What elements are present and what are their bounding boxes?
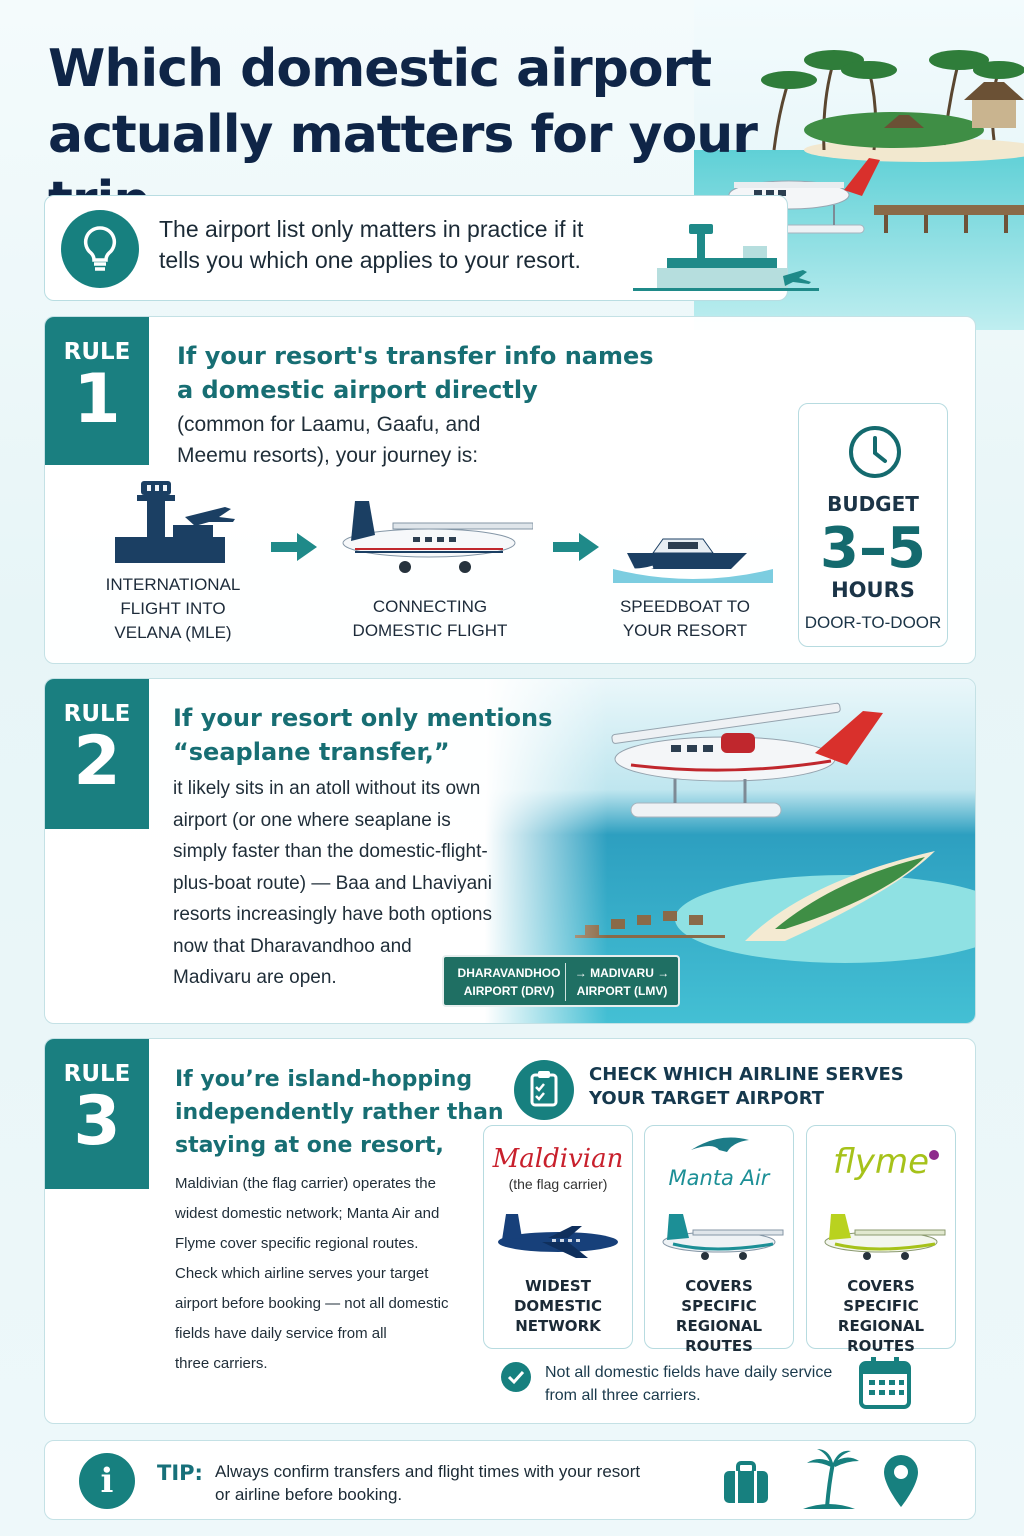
intro-text: The airport list only matters in practice if it tells you which one applies to your resort.: [159, 216, 584, 273]
rule-2-number: 2: [73, 722, 121, 801]
rule-3-heading-line-3: staying at one resort,: [175, 1133, 444, 1158]
airport-road-sign: [442, 955, 680, 1007]
rule-3-body-line: Check which airline serves your target: [175, 1265, 429, 1282]
check-airline-heading: [589, 1063, 904, 1111]
rule-3-number: 3: [73, 1082, 121, 1161]
maldivian-desc-line: WIDEST: [525, 1277, 591, 1295]
palm-island-icon: [797, 1445, 861, 1520]
sign-left: [454, 964, 564, 1000]
rule-2-body-line: Madivaru are open.: [173, 967, 337, 988]
budget-label: BUDGET: [827, 492, 919, 516]
sign-right: [568, 964, 676, 1000]
rule-3-body-line: airport before booking — not all domestic: [175, 1295, 449, 1312]
flyme-desc-line: REGIONAL ROUTES: [837, 1317, 925, 1355]
step-1-line-1: INTERNATIONAL: [105, 575, 241, 594]
rule-1-number: 1: [73, 360, 121, 439]
sign-left-line-2: AIRPORT (DRV): [463, 984, 555, 998]
step-2-line-2: DOMESTIC FLIGHT: [352, 621, 508, 640]
rule-1-badge: [45, 317, 149, 465]
rule-1-card: [44, 316, 976, 664]
rule-1-heading-line-1: If your resort's transfer info names: [177, 342, 654, 370]
airport-terminal-icon: [633, 216, 823, 301]
sign-right-line-1: → MADIVARU →: [574, 966, 670, 980]
sign-divider: [565, 963, 566, 1001]
rule-3-body-line: Maldivian (the flag carrier) operates the: [175, 1175, 436, 1192]
maldivian-logo: Maldivian: [492, 1144, 624, 1174]
tip-text-line-1: Always confirm transfers and flight times with your resort: [215, 1462, 641, 1481]
flyme-desc-line: COVERS: [847, 1277, 915, 1295]
rule-3-heading-line-1: If you’re island-hopping: [175, 1067, 473, 1092]
check-circle-icon: [500, 1361, 532, 1398]
flyme-logo-dot: [929, 1150, 939, 1160]
sign-left-line-1: DHARAVANDHOO: [457, 966, 561, 980]
manta-air-logo: Manta Air: [668, 1166, 770, 1190]
rule-3-badge: [45, 1039, 149, 1189]
manta-desc-line: SPECIFIC: [681, 1297, 757, 1315]
info-icon: i: [79, 1453, 135, 1509]
rule-1-body-line-2: Meemu resorts), your journey is:: [177, 444, 479, 467]
jet-plane-icon: [492, 1208, 626, 1269]
maldivian-desc-line: DOMESTIC: [513, 1297, 602, 1315]
budget-note: DOOR-TO-DOOR: [804, 613, 942, 632]
rule-1-body-line-1: (common for Laamu, Gaafu, and: [177, 413, 481, 436]
airline-card-manta-air: [644, 1125, 794, 1355]
rule-3-label: RULE: [63, 1061, 131, 1087]
rule-1-heading-line-2: a domestic airport directly: [177, 376, 538, 404]
arrow-right-icon: [553, 533, 599, 566]
rule-3-body-line: Flyme cover specific regional routes.: [175, 1235, 419, 1252]
rule-2-heading-line-2: “seaplane transfer,”: [173, 738, 450, 766]
manta-desc-line: COVERS: [685, 1277, 753, 1295]
rule-2-body-line: plus-boat route) — Baa and Lhaviyani: [173, 872, 492, 894]
step-2-line-1: CONNECTING: [372, 597, 488, 616]
flyme-description: [807, 1276, 955, 1356]
map-pin-icon: [881, 1453, 921, 1514]
check-heading-line-1: CHECK WHICH AIRLINE SERVES: [589, 1064, 904, 1085]
rule-2-body-line: now that Dharavandhoo and: [173, 935, 412, 957]
title-line-2: actually matters for your: [48, 105, 757, 165]
rule-3-heading: [175, 1063, 504, 1162]
arrow-right-icon: [271, 533, 317, 566]
budget-unit: HOURS: [831, 578, 915, 602]
rule-2-body-line: airport (or one where seaplane is: [173, 809, 451, 831]
clock-icon: [847, 424, 903, 485]
step-3-line-2: YOUR RESORT: [622, 621, 748, 640]
manta-air-description: [645, 1276, 793, 1356]
manta-desc-line: REGIONAL ROUTES: [675, 1317, 763, 1355]
tip-text: [215, 1460, 695, 1506]
manta-ray-icon: [689, 1136, 751, 1165]
rule-2-heading-line-1: If your resort only mentions: [173, 704, 553, 732]
budget-box: [798, 403, 948, 647]
step-1-line-2: FLIGHT INTO: [120, 599, 226, 618]
rule-1-heading: [177, 339, 654, 407]
airline-card-flyme: [806, 1125, 956, 1355]
step-international-flight-label: [93, 573, 253, 645]
rule-3-body: [175, 1169, 448, 1379]
check-heading-line-2: YOUR TARGET AIRPORT: [589, 1088, 825, 1109]
rule-2-body-line: resorts increasingly have both options: [173, 904, 492, 925]
step-1-line-3: VELANA (MLE): [114, 623, 232, 642]
calendar-icon: [857, 1355, 913, 1416]
maldivian-desc-line: NETWORK: [515, 1317, 601, 1335]
suitcase-icon: [721, 1457, 771, 1512]
tip-text-line-2: or airline before booking.: [215, 1485, 403, 1504]
lightbulb-icon: [61, 210, 139, 288]
turboprop-plane-icon: [653, 1208, 787, 1269]
flyme-desc-line: SPECIFIC: [843, 1297, 919, 1315]
step-domestic-flight-label: [345, 595, 515, 643]
step-3-line-1: SPEEDBOAT TO: [619, 597, 751, 616]
flyme-logo: flyme: [832, 1142, 930, 1182]
tip-label: TIP:: [157, 1461, 203, 1485]
airline-card-maldivian: [483, 1125, 633, 1349]
rule-2-label: RULE: [63, 701, 131, 727]
clipboard-check-icon: [513, 1059, 575, 1126]
rule-2-heading: [173, 701, 552, 769]
rule-1-label: RULE: [63, 339, 131, 365]
rule-1-body: [177, 409, 481, 471]
rule-2-body-line: it likely sits in an atoll without its own: [173, 778, 481, 799]
title-line-1: Which domestic airport: [48, 39, 712, 99]
turboprop-plane-icon: [815, 1208, 949, 1269]
rule-3-body-line: fields have daily service from all: [175, 1325, 387, 1342]
rule-3-heading-line-2: independently rather than: [175, 1100, 504, 1125]
intro-card: [44, 195, 788, 301]
service-note: [545, 1361, 832, 1407]
rule-3-body-line: widest domestic network; Manta Air and: [175, 1205, 440, 1222]
service-note-line-1: Not all domestic fields have daily service: [545, 1364, 833, 1381]
tip-bar: [44, 1440, 976, 1520]
rule-3-card: [44, 1038, 976, 1424]
prop-plane-icon: [333, 495, 533, 586]
step-speedboat-label: [605, 595, 765, 643]
rule-3-body-line: three carriers.: [175, 1355, 268, 1372]
speedboat-icon: [613, 517, 773, 588]
maldivian-description: [484, 1276, 632, 1336]
airport-tower-icon: [107, 477, 237, 572]
sign-right-line-2: AIRPORT (LMV): [576, 984, 668, 998]
budget-value: 3–5: [820, 516, 926, 581]
rule-2-body-line: simply faster than the domestic-flight-: [173, 841, 488, 862]
maldivian-subtitle: (the flag carrier): [508, 1176, 608, 1192]
rule-2-badge: [45, 679, 149, 829]
rule-2-card: [44, 678, 976, 1024]
service-note-line-2: from all three carriers.: [545, 1387, 701, 1404]
